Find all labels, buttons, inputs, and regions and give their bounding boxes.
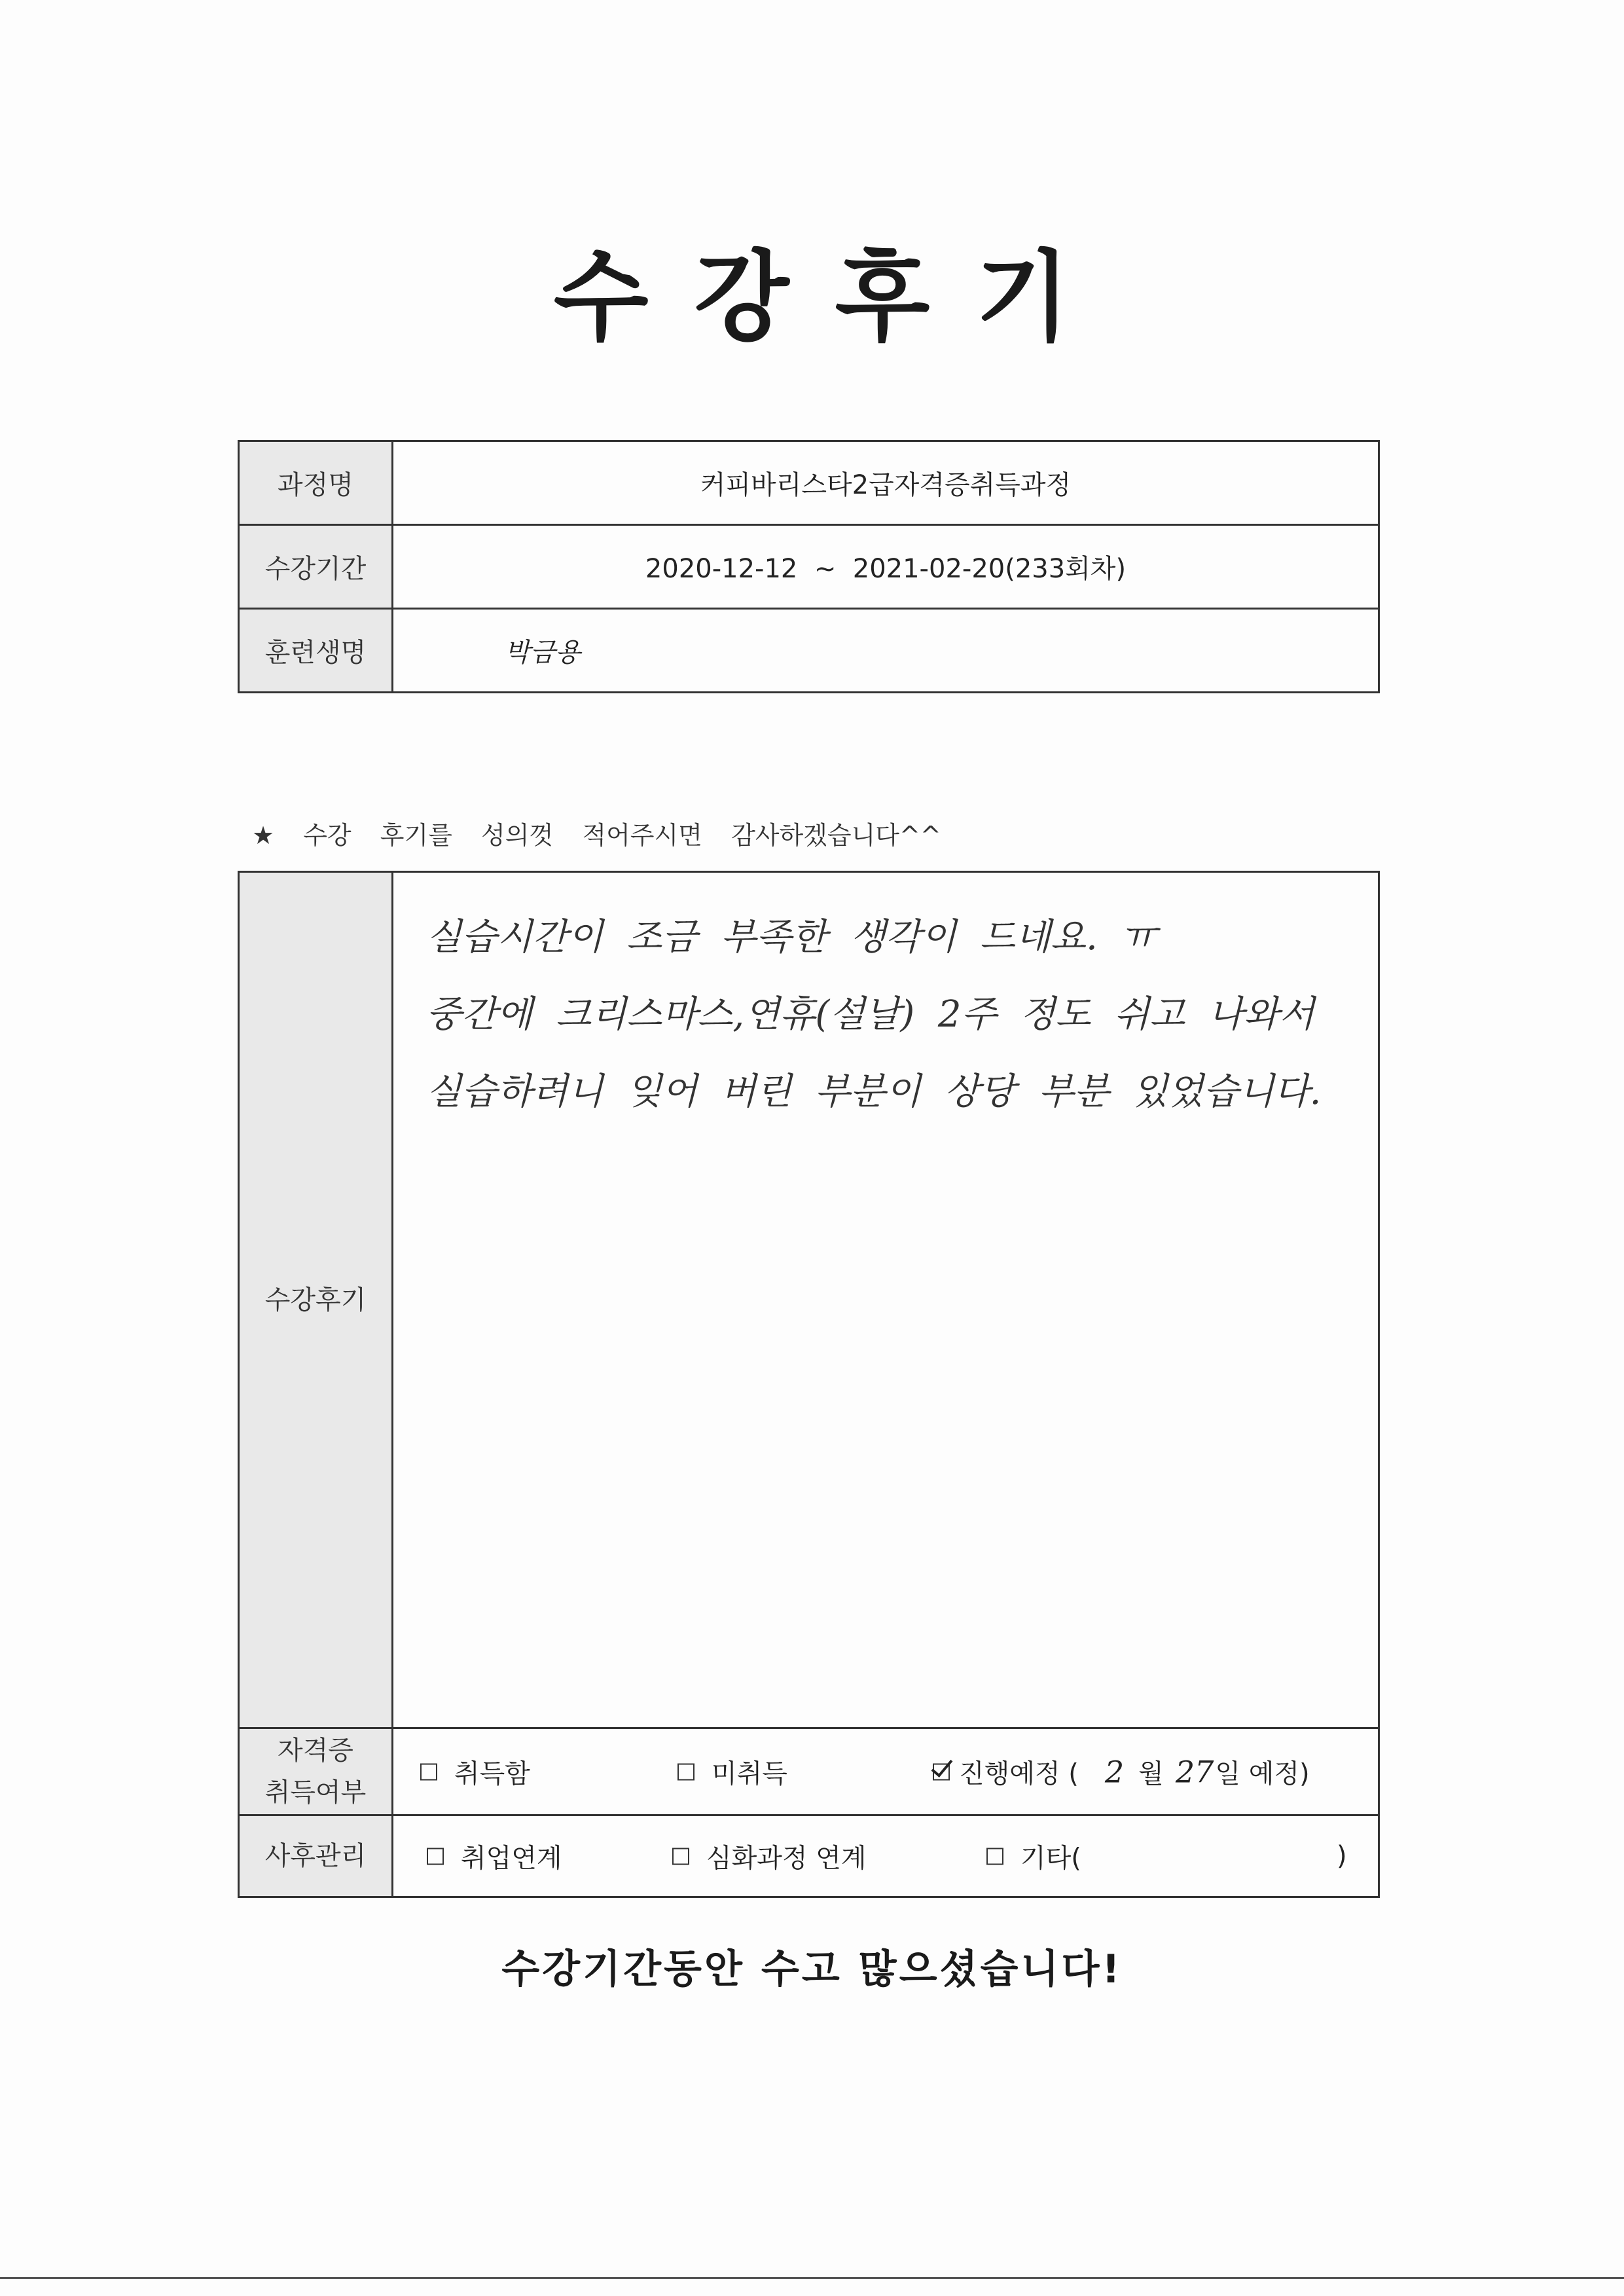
- course-info-table: [238, 440, 1380, 693]
- option-other[interactable]: [986, 1838, 1081, 1875]
- checkbox-planned-checked[interactable]: [933, 1763, 950, 1780]
- trainee-row: [239, 609, 1379, 693]
- certificate-options: [393, 1728, 1379, 1815]
- option-not-obtained-label: 미취득: [712, 1758, 787, 1789]
- certificate-row: [239, 1728, 1379, 1815]
- trainee-label: 훈련생명: [239, 609, 393, 693]
- review-line-2: 중간에 크리스마스,연휴(설날) 2주 정도 쉬고 나와서: [426, 993, 1315, 1036]
- aftercare-row: [239, 1815, 1379, 1897]
- notice-text: ★ 수강 후기를 성의껏 적어주시면 감사하겠습니다^^: [252, 821, 941, 850]
- option-advanced-course-label: 심화과정 연계: [706, 1843, 867, 1874]
- certificate-label-line2: 취득여부: [264, 1777, 367, 1808]
- planned-day-label: 일 예정): [1215, 1758, 1310, 1789]
- checkbox-other[interactable]: [986, 1848, 1003, 1865]
- certificate-label-line1: 자격증: [278, 1736, 353, 1766]
- page-title: 수강후기: [553, 241, 1117, 355]
- review-table: [238, 871, 1380, 1898]
- option-obtained-label: 취득함: [454, 1758, 530, 1789]
- planned-month-handwritten[interactable]: 2: [1104, 1754, 1125, 1789]
- closing-message: 수강기간동안 수고 많으셨습니다!: [501, 1946, 1123, 1992]
- checkbox-advanced-course[interactable]: [672, 1848, 689, 1865]
- option-job-link[interactable]: [427, 1838, 562, 1875]
- review-row: [239, 872, 1379, 1728]
- option-other-label: 기타(: [1020, 1843, 1081, 1874]
- course-period-value: 2020-12-12 ~ 2021-02-20(233회차): [393, 525, 1379, 609]
- checkbox-job-link[interactable]: [427, 1848, 444, 1865]
- option-planned-label: 진행예정 (: [959, 1758, 1079, 1789]
- checkbox-not-obtained[interactable]: [677, 1763, 695, 1780]
- review-body[interactable]: [393, 872, 1379, 1728]
- option-other-close: ): [1337, 1841, 1347, 1871]
- option-job-link-label: 취업연계: [461, 1843, 562, 1874]
- course-name-row: [239, 441, 1379, 525]
- trainee-name-handwritten[interactable]: 박금용: [393, 609, 1379, 693]
- aftercare-options: [393, 1815, 1379, 1897]
- review-line-3: 실습하려니 잊어 버린 부분이 상당 부분 있었습니다.: [426, 1070, 1322, 1113]
- review-label: 수강후기: [239, 872, 393, 1728]
- course-period-row: [239, 525, 1379, 609]
- bottom-divider: [0, 2277, 1624, 2279]
- planned-day-handwritten[interactable]: 27: [1175, 1754, 1214, 1789]
- option-advanced-course[interactable]: [672, 1838, 867, 1875]
- aftercare-label: 사후관리: [239, 1815, 393, 1897]
- course-name-label: 과정명: [239, 441, 393, 525]
- option-planned[interactable]: [933, 1753, 1310, 1791]
- certificate-label: [239, 1728, 393, 1815]
- checkbox-obtained[interactable]: [420, 1763, 437, 1780]
- course-period-label: 수강기간: [239, 525, 393, 609]
- option-not-obtained[interactable]: [677, 1753, 787, 1791]
- review-line-1: 실습시간이 조금 부족한 생각이 드네요. ㅠ: [426, 916, 1157, 958]
- planned-month-label: 월: [1138, 1758, 1164, 1789]
- option-obtained[interactable]: [420, 1753, 530, 1791]
- course-name-value: 커피바리스타2급자격증취득과정: [393, 441, 1379, 525]
